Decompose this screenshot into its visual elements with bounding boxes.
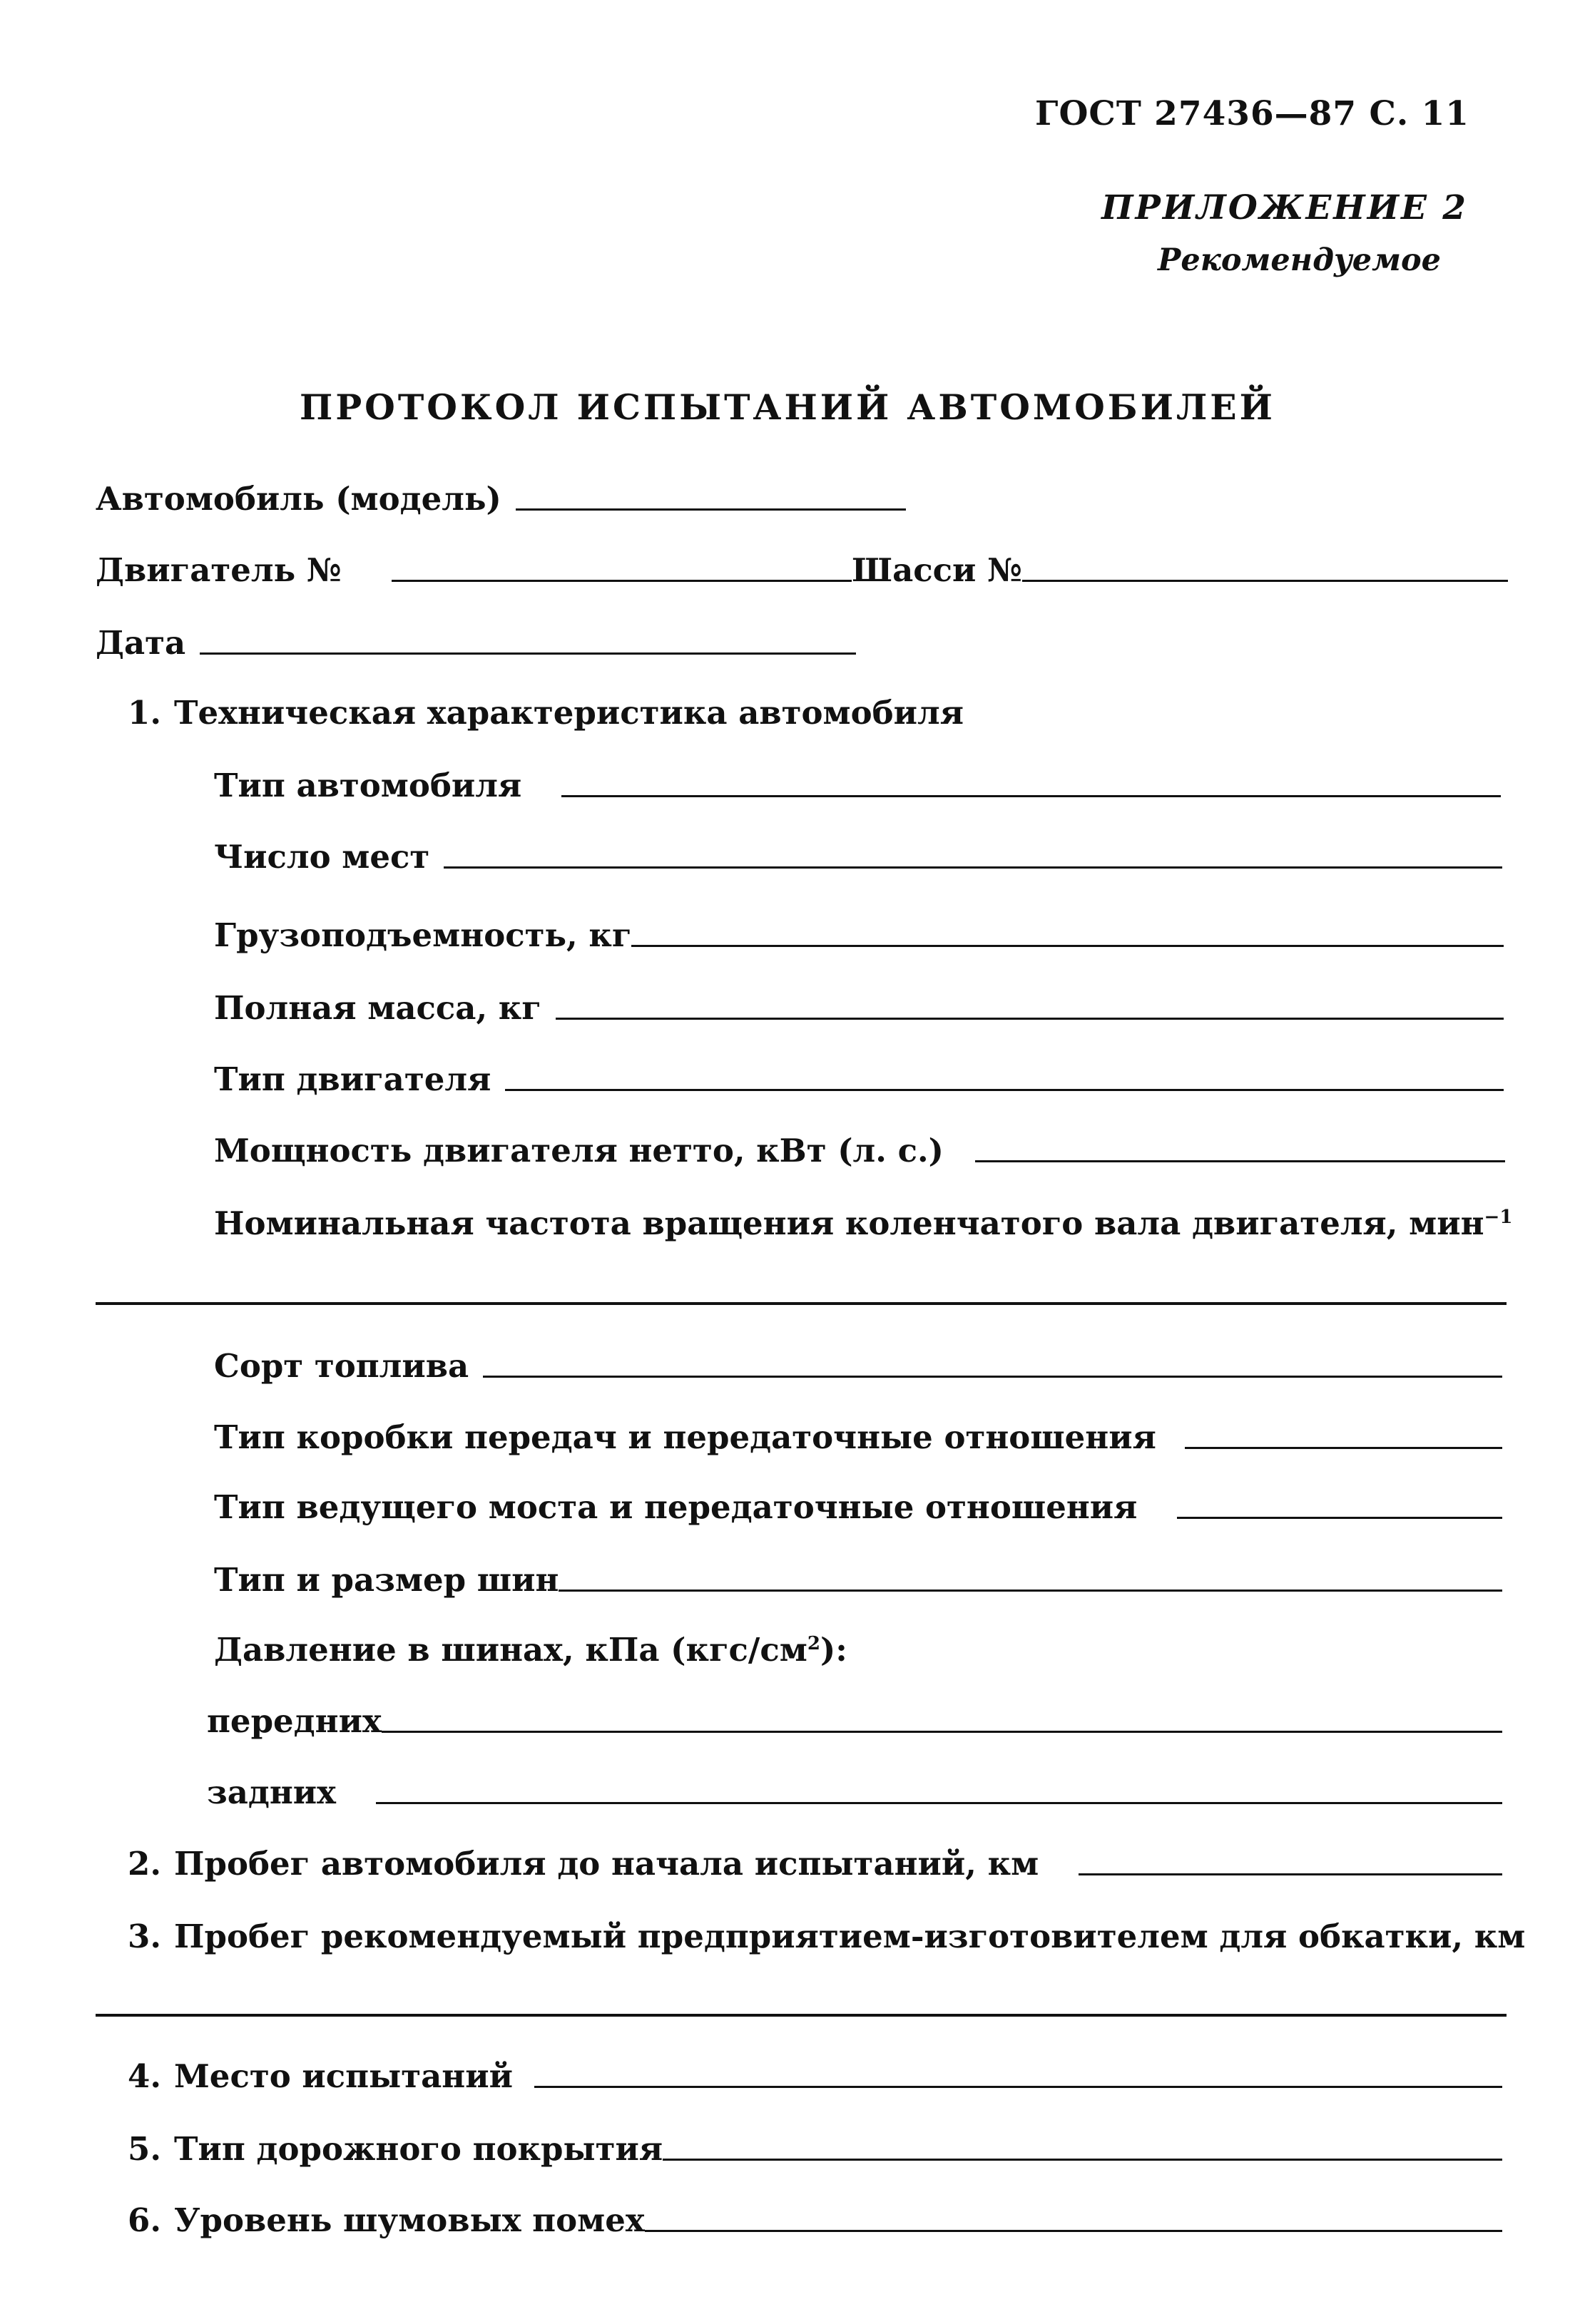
engine-no-line[interactable] [392, 580, 852, 582]
tyre-pressure-label-end: ): [820, 1631, 847, 1669]
engine-type-line[interactable] [505, 1089, 1504, 1091]
document-title: ПРОТОКОЛ ИСПЫТАНИЙ АВТОМОБИЛЕЙ [300, 387, 1275, 428]
chassis-no-line[interactable] [1022, 580, 1508, 582]
engine-power-line[interactable] [975, 1160, 1505, 1162]
engine-type-label: Тип двигателя [214, 1060, 491, 1098]
rated-speed-field [214, 1202, 1513, 1245]
fuel-line[interactable] [483, 1376, 1502, 1378]
car-model-line[interactable] [516, 508, 906, 511]
section-3-field [110, 1915, 1526, 1958]
car-model-label: Автомобиль (модель) [96, 480, 501, 518]
section-1-heading [110, 692, 1322, 734]
section-2-number: 2. [128, 1845, 161, 1883]
section-1-number: 1. [128, 694, 161, 732]
engine-no-label: Двигатель № [96, 551, 342, 589]
car-type-line[interactable] [561, 795, 1501, 797]
section-3-line[interactable] [96, 2014, 1507, 2017]
payload-field[interactable] [214, 914, 1504, 957]
section-4-field[interactable] [110, 2055, 1502, 2098]
seats-field[interactable] [214, 836, 1502, 879]
rear-pressure-field[interactable] [207, 1771, 1502, 1814]
tyres-line[interactable] [559, 1590, 1502, 1592]
gross-mass-line[interactable] [556, 1018, 1504, 1020]
gearbox-label: Тип коробки передач и передаточные отношения [214, 1418, 1156, 1456]
engine-no-field[interactable] [96, 549, 852, 592]
section-5-line[interactable] [663, 2159, 1502, 2161]
tyres-label: Тип и размер шин [214, 1561, 559, 1599]
tyre-pressure-heading [214, 1629, 1502, 1672]
front-pressure-line[interactable] [382, 1731, 1502, 1733]
section-5-number: 5. [128, 2130, 161, 2168]
section-3-label: Пробег рекомендуемый предприятием-изготовителем для обкатки, км [174, 1918, 1526, 1955]
section-3-number: 3. [128, 1918, 161, 1955]
rear-pressure-line[interactable] [376, 1802, 1502, 1804]
section-4-label: Место испытаний [174, 2057, 513, 2095]
gross-mass-label: Полная масса, кг [214, 989, 541, 1027]
section-4-line[interactable] [534, 2086, 1502, 2088]
fuel-field[interactable] [214, 1345, 1502, 1388]
rated-speed-label: Номинальная частота вращения коленчатого вала двигателя, мин [214, 1204, 1484, 1242]
rear-pressure-label: задних [207, 1773, 337, 1811]
car-type-field[interactable] [214, 764, 1501, 807]
chassis-no-label: Шасси № [852, 551, 1022, 589]
front-pressure-label: передних [207, 1702, 382, 1740]
section-6-number: 6. [128, 2201, 161, 2239]
appendix-status: Рекомендуемое [1158, 242, 1441, 278]
rated-speed-line[interactable] [96, 1302, 1507, 1305]
tyres-field[interactable] [214, 1559, 1502, 1602]
engine-power-field[interactable] [214, 1130, 1505, 1172]
chassis-no-field[interactable] [852, 549, 1508, 592]
drive-axle-field[interactable] [214, 1486, 1502, 1529]
engine-power-label: Мощность двигателя нетто, кВт (л. с.) [214, 1132, 944, 1169]
rated-speed-exponent: −1 [1484, 1207, 1513, 1228]
section-2-label: Пробег автомобиля до начала испытаний, км [174, 1845, 1039, 1883]
car-type-label: Тип автомобиля [214, 767, 522, 804]
standard-header: ГОСТ 27436—87 С. 11 [1035, 94, 1469, 133]
fuel-label: Сорт топлива [214, 1347, 469, 1385]
car-model-field[interactable] [96, 478, 906, 521]
date-line[interactable] [200, 652, 856, 655]
section-4-number: 4. [128, 2057, 161, 2095]
engine-type-field[interactable] [214, 1058, 1504, 1101]
tyre-pressure-label: Давление в шинах, кПа (кгс/см [214, 1631, 807, 1669]
appendix-label: ПРИЛОЖЕНИЕ 2 [1101, 188, 1468, 227]
gearbox-line[interactable] [1185, 1447, 1502, 1449]
section-2-field[interactable] [110, 1843, 1502, 1885]
date-label: Дата [96, 624, 186, 662]
tyre-pressure-exponent: 2 [807, 1633, 820, 1654]
front-pressure-field[interactable] [207, 1700, 1502, 1743]
payload-line[interactable] [631, 945, 1504, 947]
section-1-title: Техническая характеристика автомобиля [174, 694, 964, 732]
gearbox-field[interactable] [214, 1416, 1502, 1459]
section-5-field[interactable] [110, 2128, 1502, 2171]
payload-label: Грузоподъемность, кг [214, 916, 632, 954]
section-6-field[interactable] [110, 2199, 1502, 2242]
section-5-label: Тип дорожного покрытия [174, 2130, 663, 2168]
drive-axle-line[interactable] [1177, 1517, 1502, 1519]
gross-mass-field[interactable] [214, 987, 1504, 1030]
date-field[interactable] [96, 622, 856, 665]
seats-label: Число мест [214, 838, 430, 876]
seats-line[interactable] [444, 866, 1502, 869]
section-2-line[interactable] [1079, 1873, 1502, 1875]
section-6-line[interactable] [645, 2230, 1502, 2232]
section-6-label: Уровень шумовых помех [174, 2201, 645, 2239]
drive-axle-label: Тип ведущего моста и передаточные отношения [214, 1488, 1138, 1526]
